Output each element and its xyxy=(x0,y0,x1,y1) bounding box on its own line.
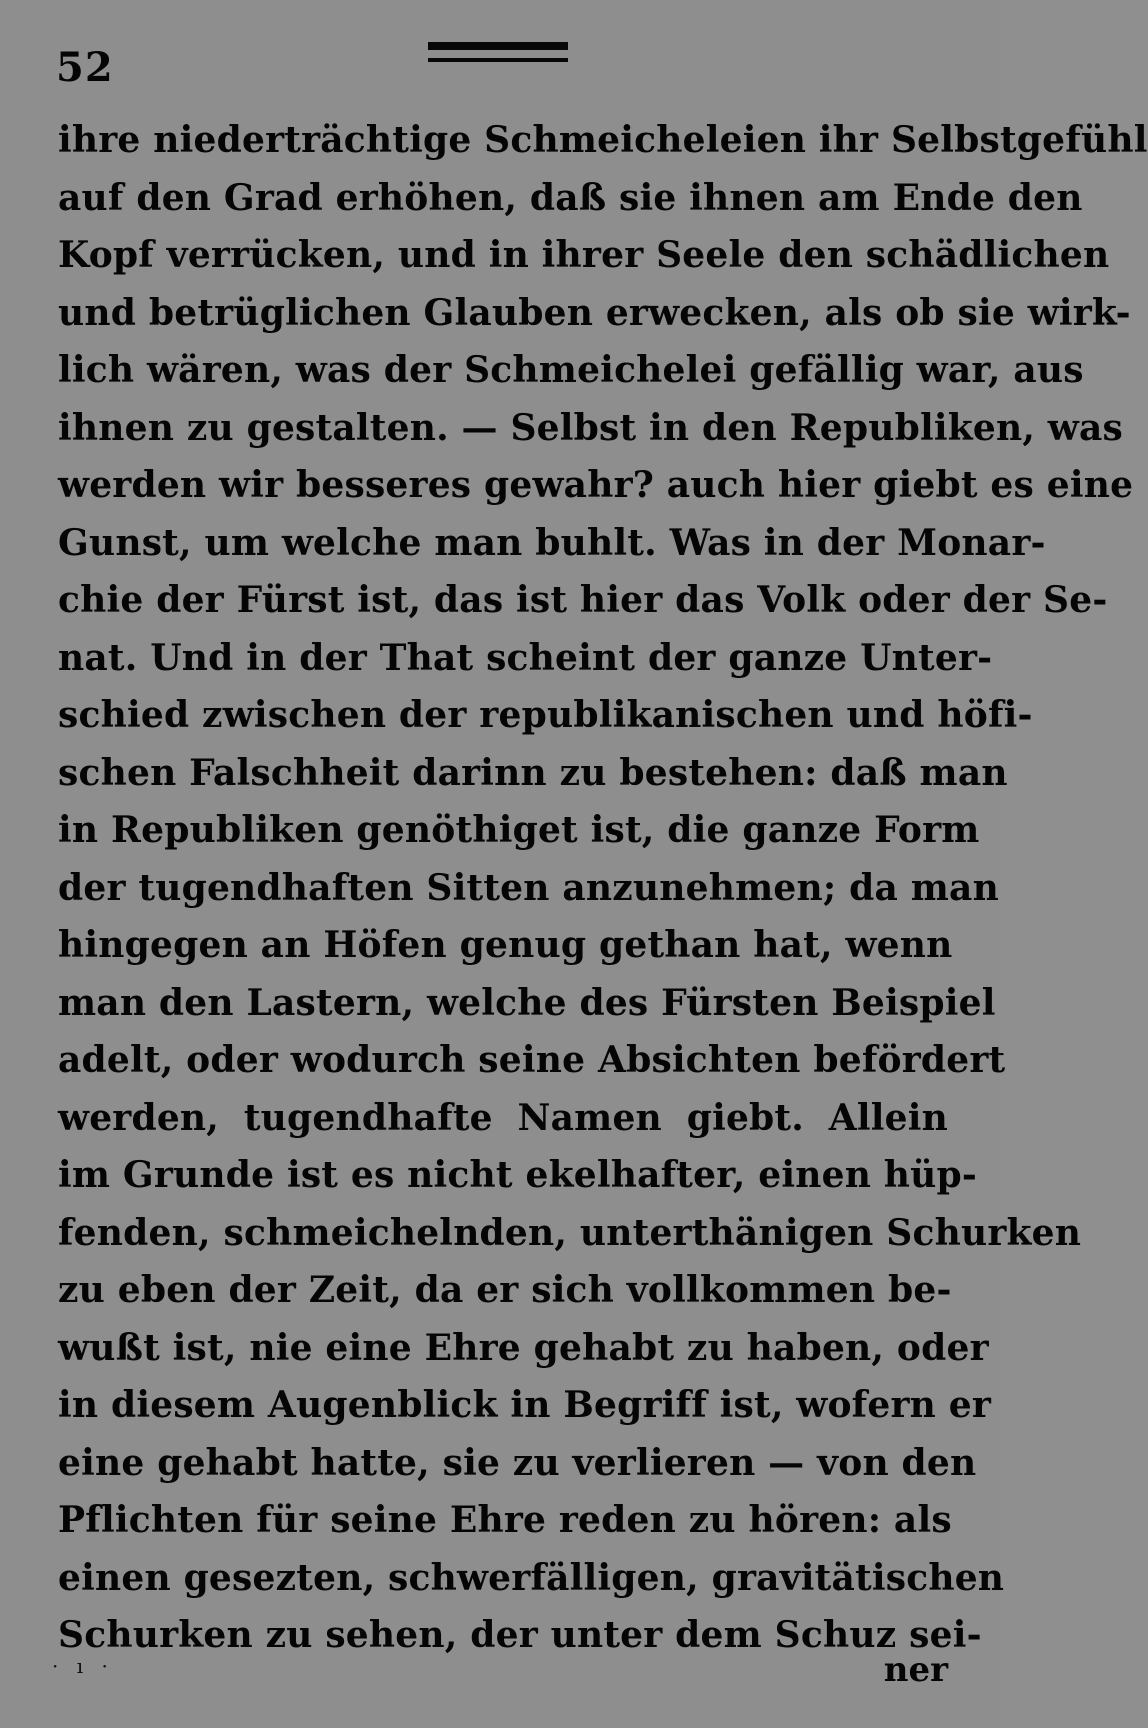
text-line: Gunst, um welche man buhlt. Was in der Monar- xyxy=(58,521,1046,564)
text-line: in Republiken genöthiget ist, die ganze Form xyxy=(58,809,980,851)
text-line: Schurken zu sehen, der unter dem Schuz sei- xyxy=(58,1614,982,1656)
text-line: zu eben der Zeit, da er sich vollkommen be- xyxy=(58,1269,952,1311)
text-line: in diesem Augenblick in Begriff ist, wofern er xyxy=(58,1384,992,1426)
body-text xyxy=(58,112,1148,1665)
text-line: schied zwischen der republikanischen und höfi- xyxy=(58,694,1033,736)
text-line: eine gehabt hatte, sie zu verlieren — von den xyxy=(58,1441,977,1484)
text-line: der tugendhaften Sitten anzunehmen; da man xyxy=(58,866,999,909)
text-line: chie der Fürst ist, das ist hier das Volk oder der Se- xyxy=(58,579,1108,621)
text-line: nat. Und in der That scheint der ganze Unter- xyxy=(58,636,993,679)
catchword: ner xyxy=(883,1650,948,1690)
header-ornament-rule xyxy=(428,42,568,62)
text-line: adelt, oder wodurch seine Absichten befördert xyxy=(58,1039,1006,1081)
text-line: werden wir besseres gewahr? auch hier giebt es eine xyxy=(58,464,1134,506)
text-line: wußt ist, nie eine Ehre gehabt zu haben, oder xyxy=(58,1326,989,1369)
text-line: auf den Grad erhöhen, daß sie ihnen am Ende den xyxy=(58,176,1083,219)
text-line: schen Falschheit darinn zu bestehen: daß man xyxy=(58,751,1008,794)
text-line: lich wären, was der Schmeichelei gefällig war, aus xyxy=(58,349,1084,391)
text-line: Pflichten für seine Ehre reden zu hören: als xyxy=(58,1499,952,1541)
text-line: ihnen zu gestalten. — Selbst in den Republiken, was xyxy=(58,406,1123,449)
text-line: ihre niederträchtige Schmeicheleien ihr Selbstgefühl xyxy=(58,119,1148,161)
text-line: fenden, schmeichelnden, unterthänigen Schurken xyxy=(58,1211,1082,1254)
page-number: 52 xyxy=(56,44,114,91)
text-line: einen gesezten, schwerfälligen, gravitätischen xyxy=(58,1556,1005,1599)
text-line: und betrüglichen Glauben erwecken, als ob sie wirk- xyxy=(58,291,1131,334)
text-line: Kopf verrücken, und in ihrer Seele den schädlichen xyxy=(58,234,1110,276)
text-line: werden, tugendhafte Namen giebt. Allein xyxy=(58,1096,948,1139)
text-line: man den Lastern, welche des Fürsten Beispiel xyxy=(58,981,996,1024)
text-line: im Grunde ist es nicht ekelhafter, einen hüp- xyxy=(58,1154,978,1196)
text-line: hingegen an Höfen genug gethan hat, wenn xyxy=(58,924,953,966)
scan-specks: · ı · xyxy=(52,1654,114,1678)
